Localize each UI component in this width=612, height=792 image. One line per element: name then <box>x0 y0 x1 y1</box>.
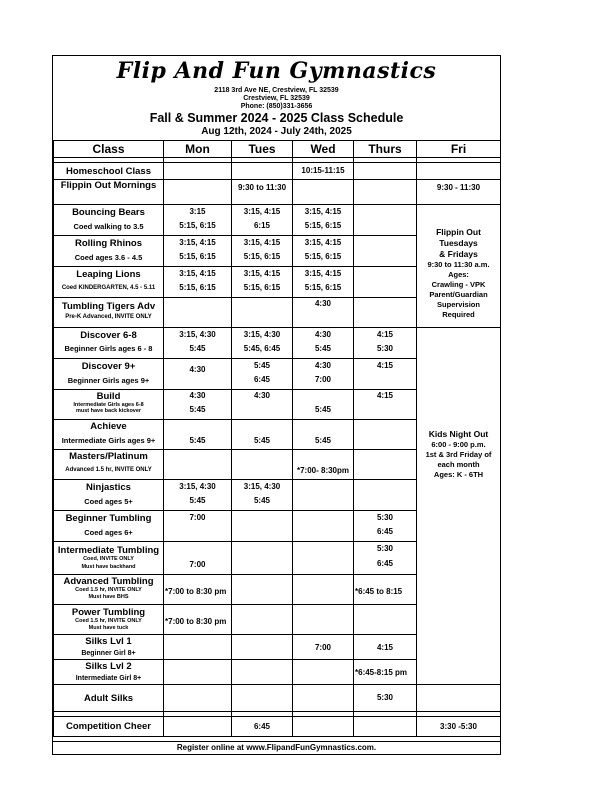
class-cell <box>54 605 164 635</box>
thu-cell <box>354 267 417 298</box>
wed-cell <box>293 359 354 390</box>
class-name: Discover 9+ <box>81 361 136 372</box>
thu-cell <box>354 511 417 542</box>
time: 5:15, 6:15 <box>243 283 281 292</box>
tue-cell <box>232 267 293 298</box>
tue-cell: 6:45 <box>232 717 293 737</box>
schedule-table <box>53 140 501 737</box>
class-sub: Coed walking to 3.5 <box>73 222 144 231</box>
class-cell <box>54 205 164 236</box>
time: 4:15 <box>376 361 393 370</box>
tue-cell <box>232 450 293 480</box>
mon-cell <box>164 359 232 390</box>
mon-cell <box>164 236 232 267</box>
note-line: each month <box>437 460 480 469</box>
note-line: Ages: K - 6TH <box>433 470 484 479</box>
thu-cell <box>354 660 417 685</box>
class-sub: Coed 1.5 hr, INVITE ONLY <box>75 587 142 593</box>
time: 7:00 <box>189 513 206 522</box>
note-line: & Fridays <box>439 249 478 259</box>
mon-cell <box>164 163 232 180</box>
class-cell <box>54 511 164 542</box>
wed-cell <box>293 575 354 605</box>
mon-cell <box>164 298 232 328</box>
mon-cell <box>164 390 232 420</box>
note-line: Flippin Out <box>436 227 481 237</box>
class-name: Build <box>96 391 121 402</box>
class-name: Adult Silks <box>54 685 164 712</box>
table-header-row <box>54 141 501 158</box>
class-sub: Intermediate Girl 8+ <box>75 675 142 682</box>
time: 3:15, 4:15 <box>304 207 342 216</box>
time: 5:15, 6:15 <box>179 252 216 261</box>
mon-cell <box>164 542 232 575</box>
thu-cell: 5:30 <box>354 685 417 712</box>
note-line: 9:30 to 11:30 a.m. <box>427 260 490 269</box>
wed-cell <box>293 420 354 450</box>
mon-cell <box>164 635 232 660</box>
time: 4:30 <box>314 299 331 308</box>
mon-cell <box>164 685 232 712</box>
mon-cell <box>164 660 232 685</box>
col-header-wed: Wed <box>293 141 354 158</box>
col-header-thurs: Thurs <box>354 141 417 158</box>
note-line: Supervision <box>437 300 480 309</box>
class-sub-2: Must have BHS <box>88 594 129 600</box>
mon-cell <box>164 205 232 236</box>
class-cell <box>54 328 164 359</box>
tue-cell <box>232 605 293 635</box>
wed-cell <box>293 480 354 511</box>
class-sub: Coed ages 3.6 - 4.5 <box>74 253 143 262</box>
mon-cell <box>164 180 232 205</box>
tue-cell <box>232 685 293 712</box>
class-sub: Coed 1.5 hr, INVITE ONLY <box>75 618 142 624</box>
thu-cell <box>354 450 417 480</box>
tue-cell <box>232 298 293 328</box>
col-header-tues: Tues <box>232 141 293 158</box>
phone: Phone: (850)331-3656 <box>240 103 313 110</box>
class-name: Intermediate Tumbling <box>57 545 160 556</box>
thu-cell <box>354 605 417 635</box>
wed-cell <box>293 180 354 205</box>
tue-cell <box>232 205 293 236</box>
note-line: 1st & 3rd Friday of <box>425 450 492 459</box>
time: 6:45 <box>376 559 393 568</box>
thu-cell <box>354 480 417 511</box>
time: 5:45 <box>189 405 206 414</box>
note-line: 6:00 - 9:00 p.m. <box>431 440 486 449</box>
table-row <box>54 685 501 712</box>
wed-cell <box>293 450 354 480</box>
time: 5:15, 6:15 <box>304 252 342 261</box>
wed-cell <box>293 267 354 298</box>
class-sub: Intermediate Girls ages 9+ <box>61 436 156 445</box>
class-sub: Coed KINDERGARTEN, 4.5 - 5.11 <box>61 285 156 291</box>
tue-cell <box>232 236 293 267</box>
thu-cell <box>354 359 417 390</box>
fri-kids-night-out-note <box>417 328 501 685</box>
thu-cell <box>354 635 417 660</box>
class-name: Tumbling Tigers Adv <box>61 301 156 312</box>
time: *6:45 to 8:15 <box>355 587 403 596</box>
time: 3:15, 4:15 <box>304 269 342 278</box>
mon-cell <box>164 717 232 737</box>
time: 5:45 <box>253 361 270 370</box>
class-sub: Advanced 1.5 hr, INVITE ONLY <box>65 467 152 473</box>
thu-cell <box>354 542 417 575</box>
wed-cell <box>293 635 354 660</box>
table-row <box>54 180 501 205</box>
page-title: Fall & Summer 2024 - 2025 Class Schedule <box>149 111 404 125</box>
table-row <box>54 205 501 236</box>
time: 3:15, 4:30 <box>179 330 216 339</box>
wed-cell <box>293 390 354 420</box>
mon-cell <box>164 328 232 359</box>
time: 5:15, 6:15 <box>304 283 342 292</box>
time: 4:30 <box>253 391 270 400</box>
wed-cell <box>293 511 354 542</box>
time: 5:15, 6:15 <box>179 283 216 292</box>
time: 4:30 <box>189 365 206 374</box>
time: 5:45 <box>314 405 331 414</box>
address-line-1: 2118 3rd Ave NE, Crestview, FL 32539 <box>214 87 339 94</box>
class-name: Ninjastics <box>86 482 131 493</box>
thu-cell <box>354 328 417 359</box>
time: 3:15, 4:15 <box>179 269 216 278</box>
logo-text: Flip And Fun Gymnastics <box>116 58 437 84</box>
time: 4:15 <box>376 330 393 339</box>
class-sub: Intermediate Girls ages 6-8 <box>73 402 144 408</box>
wed-cell <box>293 298 354 328</box>
mon-cell <box>164 480 232 511</box>
class-cell <box>54 542 164 575</box>
class-name: Rolling Rhinos <box>74 238 143 249</box>
class-name: Silks Lvl 1 <box>85 636 132 647</box>
time: 5:45 <box>253 436 270 445</box>
class-cell <box>54 390 164 420</box>
col-header-class: Class <box>54 141 164 158</box>
tue-cell <box>232 390 293 420</box>
time: 3:15, 4:30 <box>243 482 281 491</box>
time: *7:00 to 8:30 pm <box>165 617 227 626</box>
class-name: Achieve <box>90 421 127 432</box>
class-name: Competition Cheer <box>54 717 164 737</box>
class-sub: Beginner Girl 8+ <box>81 650 136 657</box>
time: *7:00- 8:30pm <box>296 466 350 475</box>
time: 3:15, 4:30 <box>179 482 216 491</box>
note-line: Parent/Guardian <box>429 290 488 299</box>
tue-cell <box>232 542 293 575</box>
mon-cell <box>164 575 232 605</box>
time: 5:15, 6:15 <box>179 221 216 230</box>
time: 6:45 <box>253 375 270 384</box>
time: 7:00 <box>314 375 331 384</box>
time: 5:45 <box>314 344 331 353</box>
fri-cell <box>417 163 501 180</box>
time: 3:15, 4:15 <box>243 269 281 278</box>
table-row <box>54 163 501 180</box>
tue-cell <box>232 420 293 450</box>
class-cell <box>54 660 164 685</box>
class-cell <box>54 480 164 511</box>
fri-cell: 3:30 -5:30 <box>417 717 501 737</box>
note-line: Tuesdays <box>439 238 478 248</box>
mon-cell <box>164 267 232 298</box>
time: 4:15 <box>376 391 393 400</box>
class-name: Discover 6-8 <box>80 330 137 341</box>
class-cell <box>54 236 164 267</box>
time: *7:00 to 8:30 pm <box>165 587 227 596</box>
tue-cell <box>232 511 293 542</box>
class-name: Power Tumbling <box>71 607 146 618</box>
time: 3:15, 4:15 <box>243 238 281 247</box>
tue-cell <box>232 359 293 390</box>
class-sub-2: must have back kickover <box>75 408 142 414</box>
class-sub-2: Must have backhand <box>81 564 136 570</box>
date-range: Aug 12th, 2024 - July 24th, 2025 <box>201 126 352 137</box>
fri-cell: 9:30 - 11:30 <box>417 180 501 205</box>
class-name: Masters/Platinum <box>69 451 148 462</box>
class-sub: Coed ages 5+ <box>84 497 133 506</box>
time: 3:15, 4:15 <box>243 207 281 216</box>
wed-cell <box>293 205 354 236</box>
tue-cell <box>232 660 293 685</box>
wed-cell: 10:15-11:15 <box>293 163 354 180</box>
class-name: Leaping Lions <box>76 269 141 280</box>
col-header-mon: Mon <box>164 141 232 158</box>
mon-cell <box>164 511 232 542</box>
class-cell <box>54 298 164 328</box>
time: 3:15 <box>189 207 206 216</box>
fri-flippin-out-note <box>417 205 501 328</box>
thu-cell <box>354 163 417 180</box>
class-name: Flippin Out Mornings <box>54 180 164 205</box>
time: 3:15, 4:15 <box>304 238 342 247</box>
class-cell <box>54 420 164 450</box>
wed-cell <box>293 717 354 737</box>
note-line: Kids Night Out <box>428 429 489 439</box>
thu-cell <box>354 298 417 328</box>
time: 7:00 <box>314 643 331 652</box>
time: 5:45 <box>253 496 270 505</box>
time: 4:30 <box>189 391 206 400</box>
note-line: Ages: <box>448 270 469 279</box>
time: 5:30 <box>376 344 393 353</box>
thu-cell <box>354 180 417 205</box>
class-name: Advanced Tumbling <box>63 576 154 587</box>
mon-cell <box>164 605 232 635</box>
time: 3:15, 4:30 <box>243 330 281 339</box>
class-name: Silks Lvl 2 <box>85 661 132 672</box>
col-header-fri: Fri <box>417 141 501 158</box>
tue-cell <box>232 480 293 511</box>
time: 5:45 <box>314 436 331 445</box>
wed-cell <box>293 660 354 685</box>
time: 5:45 <box>189 344 206 353</box>
time: 5:45 <box>189 496 206 505</box>
schedule-frame <box>52 55 501 755</box>
thu-cell <box>354 717 417 737</box>
table-row <box>54 717 501 737</box>
thu-cell <box>354 236 417 267</box>
wed-cell <box>293 542 354 575</box>
thu-cell <box>354 420 417 450</box>
time: 6:15 <box>253 221 270 230</box>
time: 5:15, 6:15 <box>243 252 281 261</box>
time: 7:00 <box>189 560 206 569</box>
note-line: Required <box>442 310 475 319</box>
wed-cell <box>293 685 354 712</box>
tue-cell <box>232 328 293 359</box>
tue-cell <box>232 635 293 660</box>
time: 5:15, 6:15 <box>304 221 342 230</box>
footer-register-online: Register online at www.FlipandFunGymnastics.com. <box>53 741 500 754</box>
class-name: Beginner Tumbling <box>65 513 152 524</box>
note-line: Crawling - VPK <box>431 280 486 289</box>
thu-cell <box>354 205 417 236</box>
class-sub: Pre-K Advanced, INVITE ONLY <box>65 314 152 320</box>
time: 5:30 <box>376 513 393 522</box>
class-name: Homeschool Class <box>54 163 164 180</box>
time: 5:45 <box>189 436 206 445</box>
wed-cell <box>293 328 354 359</box>
class-name: Bouncing Bears <box>72 207 145 218</box>
wed-cell <box>293 605 354 635</box>
time: 3:15, 4:15 <box>179 238 216 247</box>
time: *6:45-8:15 pm <box>355 668 408 677</box>
class-cell <box>54 359 164 390</box>
class-sub: Coed, INVITE ONLY <box>83 556 134 562</box>
mon-cell <box>164 450 232 480</box>
address-line-2: Crestview, FL 32539 <box>243 95 310 102</box>
time: 4:30 <box>314 361 331 370</box>
mon-cell <box>164 420 232 450</box>
class-sub-2: Must have tuck <box>88 625 129 631</box>
class-sub: Beginner Girls ages 6 - 8 <box>64 344 153 353</box>
time: 4:30 <box>314 330 331 339</box>
time: 5:45, 6:45 <box>243 344 281 353</box>
tue-cell <box>232 575 293 605</box>
tue-cell: 9:30 to 11:30 <box>232 180 293 205</box>
class-cell <box>54 635 164 660</box>
class-sub: Coed ages 6+ <box>84 528 133 537</box>
tue-cell <box>232 163 293 180</box>
fri-cell <box>417 685 501 712</box>
class-sub: Beginner Girls ages 9+ <box>67 376 150 385</box>
table-row <box>54 328 501 359</box>
thu-cell <box>354 390 417 420</box>
thu-cell <box>354 575 417 605</box>
time: 6:45 <box>376 527 393 536</box>
class-cell <box>54 267 164 298</box>
class-cell <box>54 450 164 480</box>
time: 5:30 <box>376 544 393 553</box>
class-cell <box>54 575 164 605</box>
time: 4:15 <box>376 643 393 652</box>
wed-cell <box>293 236 354 267</box>
